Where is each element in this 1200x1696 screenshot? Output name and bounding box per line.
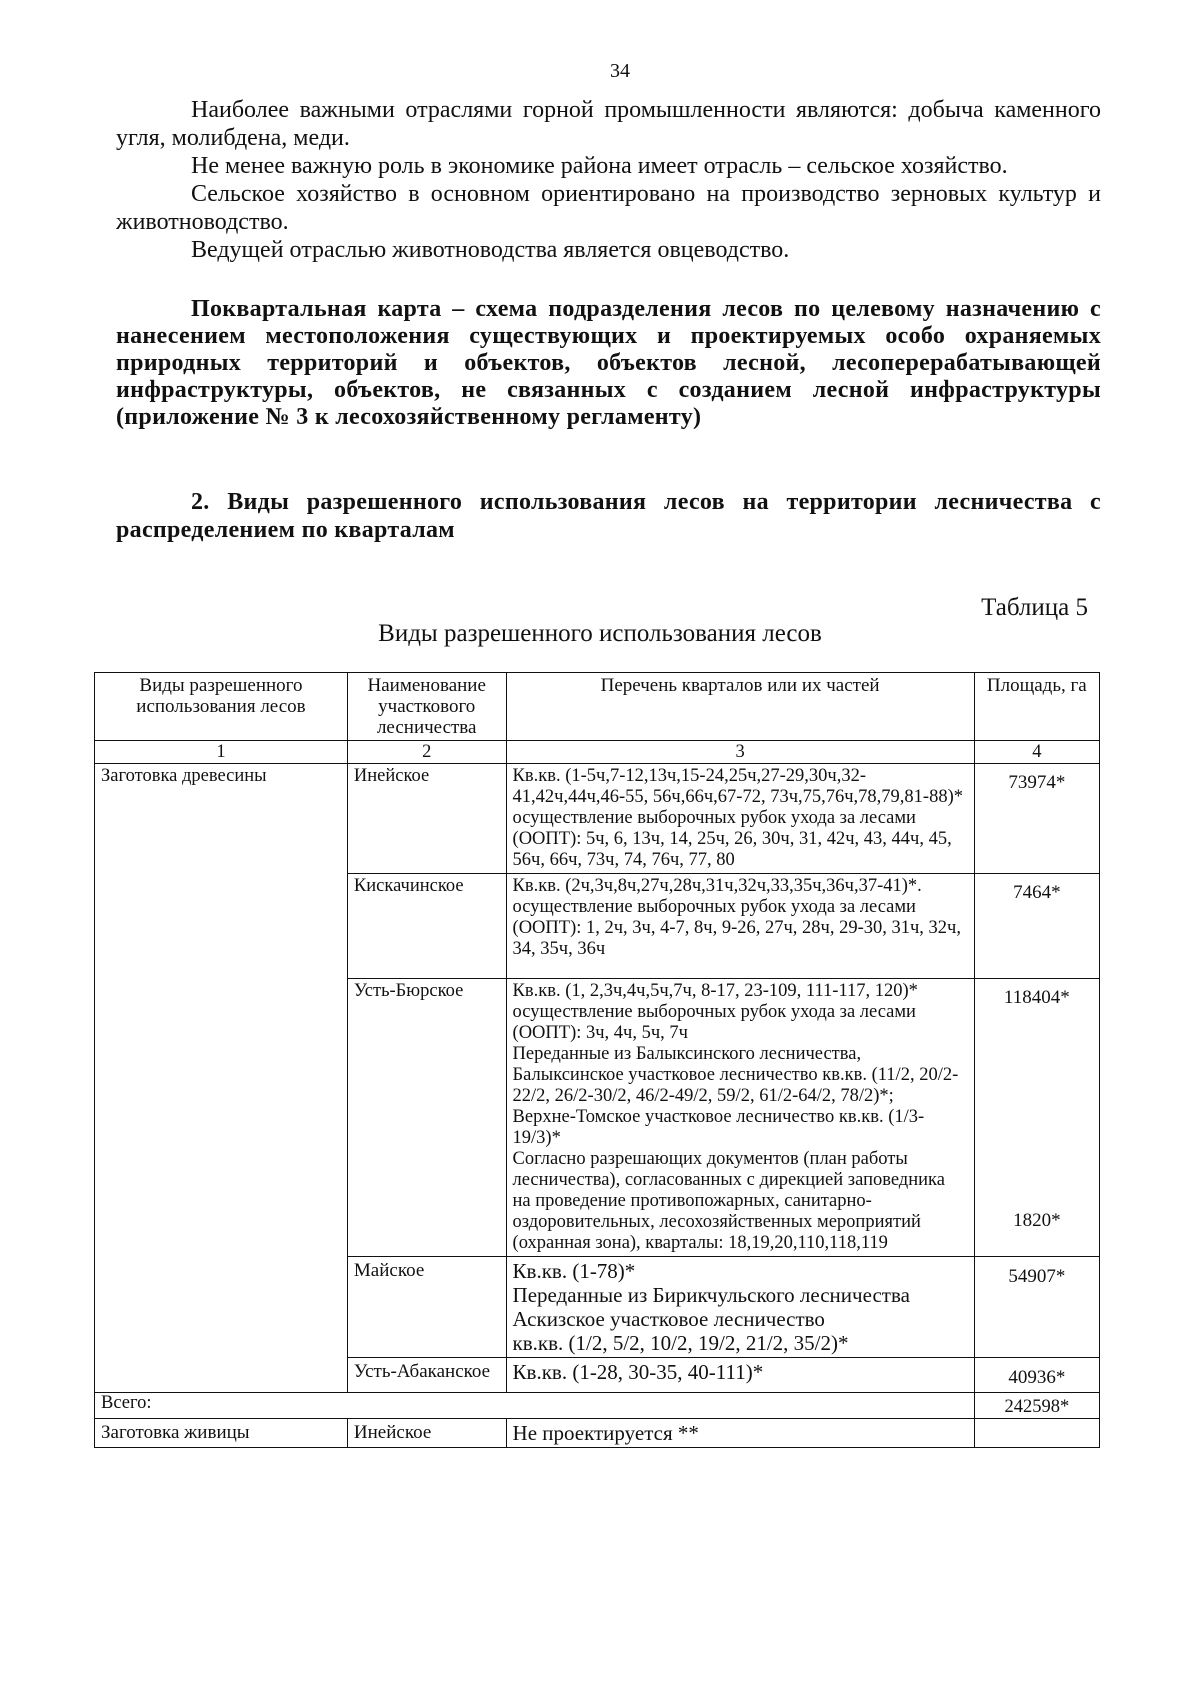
total-area: 242598* <box>974 1393 1099 1419</box>
quarters-list <box>506 979 974 1257</box>
quarters-list-part: кв.кв. (1/2, 5/2, 10/2, 19/2, 21/2, 35/2)* <box>512 1331 849 1355</box>
header-forestry: Наименование участкового лесничества <box>347 673 506 741</box>
page-number: 34 <box>610 60 630 82</box>
area-empty <box>974 1419 1099 1448</box>
area-value: 54907* <box>974 1257 1099 1358</box>
quarters-list-part: Кв.кв. (1, 2,3ч,4ч,5ч,7ч, 8-17, 23-109, 111-117, 120)* осуществление выборочных рубок ухода за лесами (ООПТ): 3ч, 4ч, 5ч, 7ч <box>512 981 918 1043</box>
area-value: 118404* <box>1003 987 1070 1008</box>
paragraph-agriculture-focus: Сельское хозяйство в основном ориентировано на производство зерновых культур и животноводство. <box>116 181 1101 235</box>
quarters-list: Не проектируется ** <box>506 1419 974 1448</box>
quarters-list-part: Верхне-Томское участковое лесничество кв.кв. (1/3-19/3)* <box>512 1107 925 1148</box>
column-number: 1 <box>95 741 348 764</box>
quarters-list-part: Переданные из Балыксинского лесничества, Балыксинское участковое лесничество кв.кв. (11/2, 20/2-22/2, 26/2-30/2, 46/2-49/2, 59/2, 61/2-64/2, 78/2)*; <box>512 1044 959 1106</box>
forestry-name: Усть-Бюрское <box>347 979 506 1257</box>
forestry-name: Инейское <box>347 1419 506 1448</box>
quarters-list-part: Согласно разрешающих документов (план работы лесничества), согласованных с дирекцией заповедника на проведение противопожарных, санитарно-оздоровительных, лесохозяйственных мероприятий (охранная зона), кварталы: 18,19,20,110,118,119 <box>512 1149 945 1253</box>
area-cell <box>974 979 1099 1257</box>
table-header-row <box>95 673 1100 741</box>
quarters-list: Кв.кв. (1-5ч,7-12,13ч,15-24,25ч,27-29,30ч,32-41,42ч,44ч,46-55, 56ч,66ч,67-72, 73ч,75,76ч,78,79,81-88)* осуществление выборочных рубок ухода за лесами (ООПТ): 5ч, 6, 13ч, 14, 25ч, 26, 30ч, 31, 42ч, 43, 44ч, 45, 56ч, 66ч, 73ч, 74, 76ч, 77, 80 <box>506 764 974 874</box>
column-number-row <box>95 741 1100 764</box>
quarters-list-part: Аскизское участковое лесничество <box>512 1307 825 1331</box>
permitted-use-table <box>94 672 1100 1448</box>
paragraph-mining: Наиболее важными отраслями горной промышленности являются: добыча каменного угля, молибдена, меди. <box>116 97 1101 151</box>
total-label: Всего: <box>95 1393 975 1419</box>
use-type-timber: Заготовка древесины <box>95 764 348 1393</box>
area-value-secondary: 1820* <box>1013 1210 1061 1231</box>
map-heading: Поквартальная карта – схема подразделения лесов по целевому назначению с нанесением местоположения существующих и проектируемых особо охраняемых природных территорий и объектов, объектов лесной, лесоперерабатывающей инфраструктуры, объектов, не связанных с созданием лесной инфраструктуры (приложение № 3 к лесохозяйственному регламенту) <box>116 296 1101 430</box>
paragraph-livestock: Ведущей отраслью животноводства является овцеводство. <box>191 237 790 263</box>
area-value: 7464* <box>974 874 1099 979</box>
quarters-list: Кв.кв. (1-28, 30-35, 40-111)* <box>506 1358 974 1393</box>
table-row <box>95 1419 1100 1448</box>
table-label: Таблица 5 <box>981 594 1088 621</box>
area-value: 73974* <box>974 764 1099 874</box>
forestry-name: Майское <box>347 1257 506 1358</box>
forestry-name: Кискачинское <box>347 874 506 979</box>
column-number: 4 <box>974 741 1099 764</box>
total-row <box>95 1393 1100 1419</box>
column-number: 3 <box>506 741 974 764</box>
forestry-name: Инейское <box>347 764 506 874</box>
header-use-type: Виды разрешенного использования лесов <box>95 673 348 741</box>
forestry-name: Усть-Абаканское <box>347 1358 506 1393</box>
quarters-list <box>506 1257 974 1358</box>
header-area: Площадь, га <box>974 673 1099 741</box>
quarters-list: Кв.кв. (2ч,3ч,8ч,27ч,28ч,31ч,32ч,33,35ч,36ч,37-41)*. осуществление выборочных рубок ухода за лесами (ООПТ): 1, 2ч, 3ч, 4-7, 8ч, 9-26, 27ч, 28ч, 29-30, 31ч, 32ч, 34, 35ч, 36ч <box>506 874 974 979</box>
section-heading: 2. Виды разрешенного использования лесов на территории лесничества с распределением по кварталам <box>116 489 1101 543</box>
quarters-list-part: Переданные из Бирикчульского лесничества <box>512 1283 910 1307</box>
quarters-list-part: Кв.кв. (1-78)* <box>512 1259 636 1283</box>
header-quarters: Перечень кварталов или их частей <box>506 673 974 741</box>
table-row <box>95 764 1100 874</box>
paragraph-agriculture-role: Не менее важную роль в экономике района имеет отрасль – сельское хозяйство. <box>191 153 1008 179</box>
table-caption: Виды разрешенного использования лесов <box>378 620 822 647</box>
use-type-resin: Заготовка живицы <box>95 1419 348 1448</box>
column-number: 2 <box>347 741 506 764</box>
area-value: 40936* <box>974 1358 1099 1393</box>
